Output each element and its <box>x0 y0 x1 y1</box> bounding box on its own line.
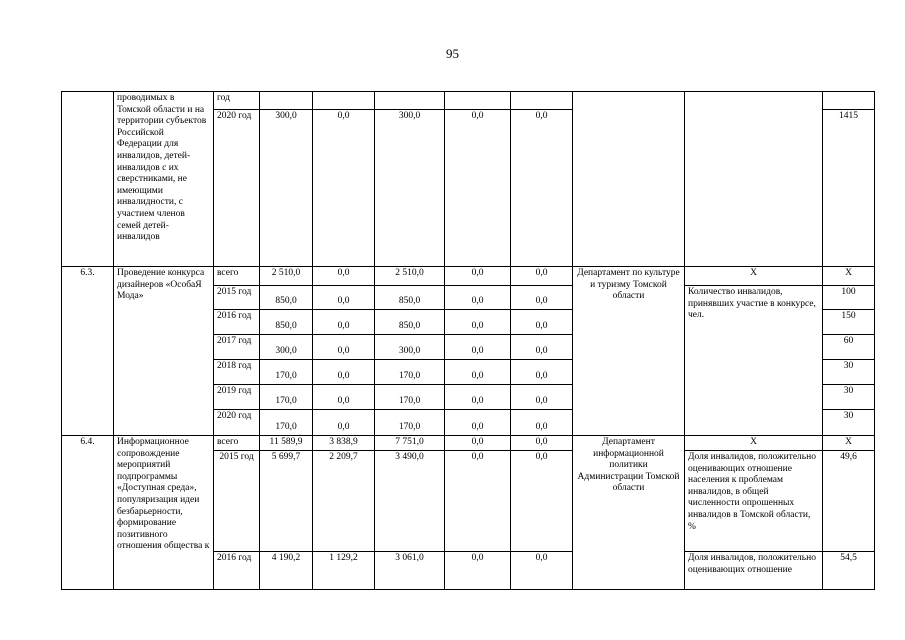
executor-cell: Департамент информационной политики Администрации Томской области <box>573 436 685 590</box>
indicator-value <box>823 92 875 110</box>
other-cell: 0,0 <box>511 451 573 552</box>
other-cell: 0,0 <box>511 335 573 360</box>
row-num-cell: 6.3. <box>62 267 114 436</box>
year-cell: 2016 год <box>214 552 260 590</box>
federal-cell: 2 209,7 <box>313 451 375 552</box>
regional-cell: 300,0 <box>375 110 445 267</box>
executor-cell <box>573 92 685 267</box>
indicator-cell: Доля инвалидов, положительно оценивающих отношение <box>685 552 823 590</box>
year-cell: 2020 год <box>214 410 260 436</box>
total-cell: 850,0 <box>260 310 313 335</box>
total-cell: 11 589,9 <box>260 436 313 451</box>
total-cell: 850,0 <box>260 286 313 310</box>
indicator-value: 30 <box>823 360 875 385</box>
total-cell: 300,0 <box>260 110 313 267</box>
federal-cell: 0,0 <box>313 110 375 267</box>
indicator-header: Х <box>685 436 823 451</box>
other-cell: 0,0 <box>511 360 573 385</box>
federal-cell: 0,0 <box>313 335 375 360</box>
regional-cell: 300,0 <box>375 335 445 360</box>
row-num-cell: 6.4. <box>62 436 114 590</box>
total-cell: 170,0 <box>260 410 313 436</box>
indicator-value: Х <box>823 436 875 451</box>
local-cell: 0,0 <box>445 552 511 590</box>
other-cell <box>511 92 573 110</box>
local-cell: 0,0 <box>445 310 511 335</box>
indicator-value: 54,5 <box>823 552 875 590</box>
year-cell: 2019 год <box>214 385 260 410</box>
indicator-value: 30 <box>823 410 875 436</box>
year-cell: 2015 год <box>214 451 260 552</box>
federal-cell: 0,0 <box>313 360 375 385</box>
indicator-value: Х <box>823 267 875 286</box>
indicator-value: 150 <box>823 310 875 335</box>
year-cell: год <box>214 92 260 110</box>
year-cell: всего <box>214 436 260 451</box>
indicator-value: 1415 <box>823 110 875 267</box>
year-cell: 2020 год <box>214 110 260 267</box>
year-cell: 2015 год <box>214 286 260 310</box>
regional-cell: 170,0 <box>375 385 445 410</box>
regional-cell: 850,0 <box>375 310 445 335</box>
indicator-header: Х <box>685 267 823 286</box>
other-cell: 0,0 <box>511 110 573 267</box>
federal-cell <box>313 92 375 110</box>
total-cell: 5 699,7 <box>260 451 313 552</box>
page-number: 95 <box>446 46 459 61</box>
indicator-value: 60 <box>823 335 875 360</box>
indicator-cell: Количество инвалидов, принявших участие в конкурсе, чел. <box>685 286 823 436</box>
local-cell: 0,0 <box>445 267 511 286</box>
other-cell: 0,0 <box>511 286 573 310</box>
regional-cell <box>375 92 445 110</box>
local-cell: 0,0 <box>445 286 511 310</box>
federal-cell: 0,0 <box>313 286 375 310</box>
local-cell: 0,0 <box>445 335 511 360</box>
federal-cell: 0,0 <box>313 410 375 436</box>
year-cell: 2018 год <box>214 360 260 385</box>
indicator-value: 100 <box>823 286 875 310</box>
other-cell: 0,0 <box>511 310 573 335</box>
regional-cell: 850,0 <box>375 286 445 310</box>
other-cell: 0,0 <box>511 436 573 451</box>
local-cell <box>445 92 511 110</box>
local-cell: 0,0 <box>445 410 511 436</box>
total-cell: 170,0 <box>260 360 313 385</box>
total-cell: 170,0 <box>260 385 313 410</box>
other-cell: 0,0 <box>511 410 573 436</box>
year-cell: 2017 год <box>214 335 260 360</box>
program-table <box>61 91 875 590</box>
local-cell: 0,0 <box>445 360 511 385</box>
regional-cell: 2 510,0 <box>375 267 445 286</box>
total-cell: 300,0 <box>260 335 313 360</box>
regional-cell: 3 490,0 <box>375 451 445 552</box>
local-cell: 0,0 <box>445 385 511 410</box>
other-cell: 0,0 <box>511 267 573 286</box>
year-cell: 2016 год <box>214 310 260 335</box>
event-name: проводимых в Томской области и на территории субъектов Российской Федерации для инвалидов, детей-инвалидов с их сверстниками, не имеющими инвалидности, с участием членов семей детей-инвалидов <box>114 92 214 267</box>
total-cell <box>260 92 313 110</box>
federal-cell: 0,0 <box>313 267 375 286</box>
regional-cell: 170,0 <box>375 410 445 436</box>
regional-cell: 7 751,0 <box>375 436 445 451</box>
indicator-value: 30 <box>823 385 875 410</box>
federal-cell: 3 838,9 <box>313 436 375 451</box>
regional-cell: 170,0 <box>375 360 445 385</box>
executor-cell: Департамент по культуре и туризму Томской области <box>573 267 685 436</box>
event-name: Информационное сопровождение мероприятий подпрограммы «Доступная среда», популяризация идеи безбарьерности, формирование позитивного отношения общества к <box>114 436 214 590</box>
federal-cell: 0,0 <box>313 310 375 335</box>
indicator-cell: Доля инвалидов, положительно оценивающих отношение населения к проблемам инвалидов, в общей численности опрошенных инвалидов в Томской области, % <box>685 451 823 552</box>
year-cell: всего <box>214 267 260 286</box>
regional-cell: 3 061,0 <box>375 552 445 590</box>
total-cell: 4 190,2 <box>260 552 313 590</box>
local-cell: 0,0 <box>445 110 511 267</box>
indicator-value: 49,6 <box>823 451 875 552</box>
total-cell: 2 510,0 <box>260 267 313 286</box>
local-cell: 0,0 <box>445 451 511 552</box>
row-num-cell <box>62 92 114 267</box>
federal-cell: 1 129,2 <box>313 552 375 590</box>
local-cell: 0,0 <box>445 436 511 451</box>
other-cell: 0,0 <box>511 552 573 590</box>
event-name: Проведение конкурса дизайнеров «ОсобаЯ Мода» <box>114 267 214 436</box>
indicator-cell <box>685 92 823 267</box>
federal-cell: 0,0 <box>313 385 375 410</box>
other-cell: 0,0 <box>511 385 573 410</box>
